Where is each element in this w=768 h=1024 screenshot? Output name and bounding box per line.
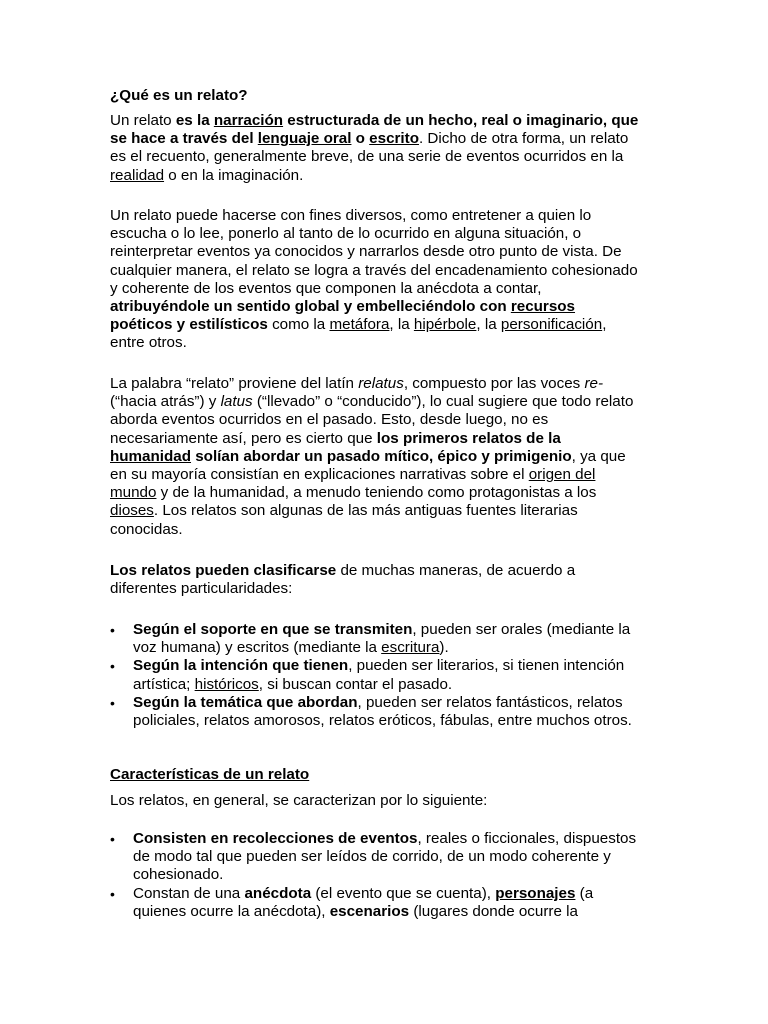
heading-que-es-un-relato: ¿Qué es un relato?: [110, 87, 248, 104]
link-lenguaje-oral[interactable]: lenguaje oral: [257, 130, 352, 148]
list-item: • Constan de una anécdota (el evento que se cuenta), personajes (a quienes ocurre la anécdota), escenarios (lugares donde ocurre la: [110, 885, 640, 921]
link-escritura[interactable]: escritura: [381, 639, 440, 657]
link-personificacion[interactable]: personificación: [500, 316, 603, 334]
paragraph-etymology: La palabra “relato” proviene del latín relatus, compuesto por las voces re- (“hacia atrás”) y latus (“llevado” o “conducido”), lo cual sugiere que todo relato aborda eventos ocurridos en el pasado. Esto, desde luego, no es necesariamente así, pero es cierto que los primeros relatos de la humanidad solían abordar un pasado mítico, épico y primigenio, ya que en su mayoría consistían en explicaciones narrativas sobre el origen del mundo y de la humanidad, a menudo teniendo como protagonistas a los dioses. Los relatos son algunas de las más antiguas fuentes literarias conocidas.: [110, 375, 634, 538]
link-metafora[interactable]: metáfora: [329, 316, 390, 334]
link-personajes[interactable]: personajes: [495, 884, 576, 902]
link-dioses[interactable]: dioses: [110, 502, 154, 520]
paragraph-definition: Un relato es la narración estructurada de un hecho, real o imaginario, que se hace a través del lenguaje oral o escrito. Dicho de otra forma, un relato es el recuento, generalmente breve, de una serie de eventos ocurridos en la realidad o en la imaginación.: [110, 112, 639, 184]
link-origen-del-mundo[interactable]: origen del mundo: [110, 466, 596, 502]
link-historicos[interactable]: históricos: [194, 675, 259, 693]
list-item: • Según la temática que abordan, pueden ser relatos fantásticos, relatos policiales, relatos amorosos, relatos eróticos, fábulas, entre muchos otros.: [110, 694, 640, 730]
classification-list: [110, 621, 640, 730]
list-item: • Según el soporte en que se transmiten, pueden ser orales (mediante la voz humana) y escritos (mediante la escritura).: [110, 621, 640, 657]
link-escrito[interactable]: escrito: [369, 130, 419, 148]
paragraph-caracteristicas-intro: Los relatos, en general, se caracterizan por lo siguiente:: [110, 792, 488, 809]
list-item: • Según la intención que tienen, pueden ser literarios, si tienen intención artística; históricos, si buscan contar el pasado.: [110, 657, 640, 693]
characteristics-list: [110, 830, 640, 921]
list-item: • Consisten en recolecciones de eventos, reales o ficcionales, dispuestos de modo tal que pueden ser leídos de corrido, de un modo coherente y cohesionado.: [110, 830, 640, 885]
paragraph-classification: Los relatos pueden clasificarse de muchas maneras, de acuerdo a diferentes particularidades:: [110, 562, 576, 598]
link-narracion[interactable]: narración: [213, 112, 284, 129]
link-realidad[interactable]: realidad: [110, 166, 165, 184]
link-hiperbole[interactable]: hipérbole: [413, 316, 477, 334]
paragraph-purposes: Un relato puede hacerse con fines diversos, como entretener a quien lo escucha o lo lee, ponerlo al tanto de lo ocurrido en alguna situación, o reinterpretar eventos ya conocidos y narrarlos desde otro punto de vista. De cualquier manera, el relato se logra a través del encadenamiento cohesionado y coherente de los eventos que componen la anécdota a contar, atribuyéndole un sentido global y embelleciéndolo con recursos poéticos y estilísticos como la metáfora, la hipérbole, la personificación, entre otros.: [110, 207, 638, 352]
heading-caracteristicas[interactable]: Características de un relato: [110, 766, 310, 783]
link-recursos[interactable]: recursos: [510, 298, 576, 316]
link-humanidad[interactable]: humanidad: [110, 447, 192, 465]
